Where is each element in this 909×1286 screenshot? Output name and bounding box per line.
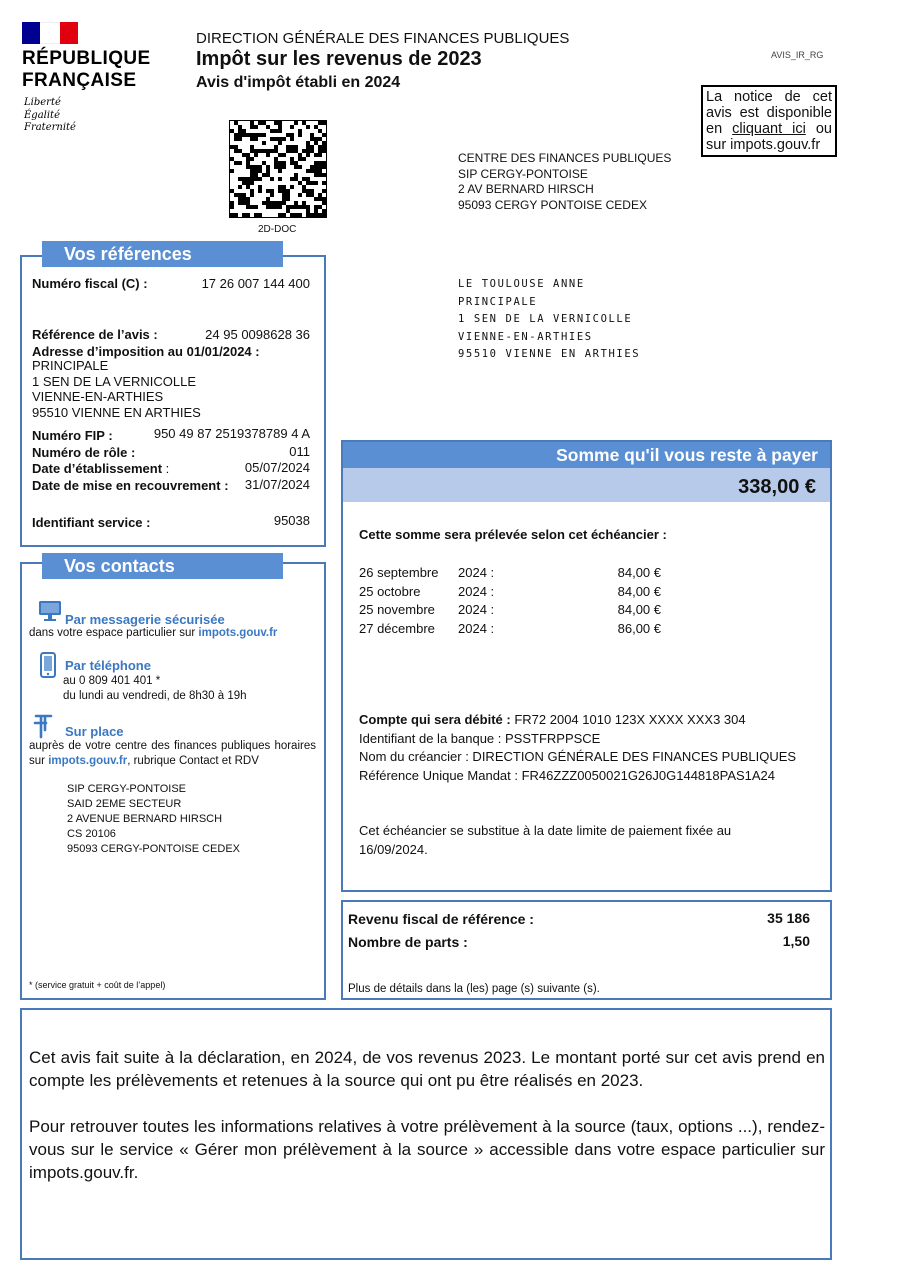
info-paragraph-1: Cet avis fait suite à la déclaration, en 2024, de vos revenus 2023. Le montant porté sur cet avis prend en compte les prélèvements et retenues à la source qui ont pu être réalisés en 2023. — [29, 1048, 825, 1090]
notice-link[interactable]: cliquant ici — [732, 121, 806, 137]
computer-icon — [38, 600, 62, 622]
ref-avis: 24 95 0098628 36 — [205, 327, 310, 342]
telephone-hours: du lundi au vendredi, de 8h30 à 19h — [63, 690, 247, 702]
role-label: Numéro de rôle : — [32, 445, 136, 460]
adresse-label: Adresse d’imposition au 01/01/2024 : — [32, 344, 260, 359]
service-id: 95038 — [273, 513, 310, 528]
office-address: SIP CERGY-PONTOISE SAID 2EME SECTEUR 2 AVENUE BERNARD HIRSCH CS 20106 95093 CERGY-PONTOISE CEDEX — [67, 783, 241, 855]
numero-fiscal: 17 26 007 144 400 — [201, 276, 310, 291]
2d-doc-qr-code — [229, 120, 327, 218]
page-subtitle: Avis d'impôt établi en 2024 — [196, 74, 401, 91]
qr-label: 2D-DOC — [258, 224, 297, 235]
etab-date: 05/07/2024 — [244, 460, 310, 475]
fip-number: 950 49 87 2519378789 4 A — [153, 426, 310, 441]
recipient-address: LE TOULOUSE ANNE PRINCIPALE 1 SEN DE LA VERNICOLLE VIENNE-EN-ARTHIES 95510 VIENNE EN ARTHIES — [458, 278, 641, 360]
contacts-title: Vos contacts — [42, 553, 283, 579]
phone-icon — [40, 652, 56, 678]
messagerie-text: dans votre espace particulier sur impots.gouv.fr — [29, 627, 278, 639]
payment-title: Somme qu'il vous reste à payer — [343, 442, 830, 468]
schedule-row: 25 novembre 2024 : 84,00 € — [359, 602, 661, 617]
sur-place-heading: Sur place — [65, 724, 124, 739]
schedule-intro: Cette somme sera prélevée selon cet échéancier : — [359, 527, 667, 542]
parts-label: Nombre de parts : — [348, 934, 468, 950]
schedule-note: Cet échéancier se substitue à la date limite de paiement fixée au 16/09/2024. — [359, 823, 732, 857]
mandate-reference: Référence Unique Mandat : FR46ZZZ0050021G26J0G144818PAS1A24 — [359, 767, 776, 783]
schedule-list — [359, 565, 669, 639]
details-note: Plus de détails dans la (les) page (s) suivante (s). — [348, 983, 600, 995]
creditor-name: Nom du créancier : DIRECTION GÉNÉRALE DES FINANCES PUBLIQUES — [359, 749, 797, 764]
fip-label: Numéro FIP : — [32, 428, 113, 443]
recouv-label: Date de mise en recouvrement : — [32, 478, 229, 493]
ref-avis-label: Référence de l’avis : — [32, 327, 158, 342]
service-label: Identifiant service : — [32, 515, 151, 530]
schedule-row: 25 octobre 2024 : 84,00 € — [359, 583, 661, 599]
call-footnote: * (service gratuit + coût de l’appel) — [29, 980, 166, 990]
info-paragraph-2: Pour retrouver toutes les informations relatives à votre prélèvement à la source (taux, options ...), rendez-vous sur le service « Gérer mon prélèvement à la source » accessible dans votre espace particulier sur impots.gouv.fr. — [29, 1117, 825, 1182]
notice-box: La notice de cet avis est disponible en cliquant ici ou sur impots.gouv.fr — [701, 85, 837, 157]
page-title: Impôt sur les revenus de 2023 — [196, 48, 482, 70]
telephone-number: au 0 809 401 401 * — [63, 675, 161, 687]
debit-account-block — [359, 711, 796, 785]
payment-amount: 338,00 € — [343, 468, 830, 502]
adresse-imposition: PRINCIPALE 1 SEN DE LA VERNICOLLE VIENNE-EN-ARTHIES 95510 VIENNE EN ARTHIES — [32, 358, 201, 420]
bank-id: Identifiant de la banque : PSSTFRPPSCE — [359, 730, 601, 746]
rfr-label: Revenu fiscal de référence : — [348, 911, 534, 927]
etab-label: Date d’établissement : — [32, 461, 170, 476]
recouv-date: 31/07/2024 — [244, 477, 310, 492]
references-title: Vos références — [42, 241, 283, 267]
french-flag-logo — [22, 22, 78, 44]
messagerie-link[interactable]: impots.gouv.fr — [198, 627, 278, 639]
debit-account: Compte qui sera débité : FR72 2004 1010 123X XXXX XXX3 304 — [359, 712, 746, 727]
schedule-row: 26 septembre 2024 : 84,00 € — [359, 565, 661, 580]
direction-name: DIRECTION GÉNÉRALE DES FINANCES PUBLIQUES — [196, 30, 570, 47]
document-code: AVIS_IR_RG — [771, 50, 824, 60]
sur-place-text: auprès de votre centre des finances publiques horaires sur impots.gouv.fr, rubrique Contact et RDV — [29, 740, 316, 767]
messagerie-heading: Par messagerie sécurisée — [65, 612, 225, 627]
role-number: 011 — [289, 444, 310, 459]
public-finance-icon — [32, 713, 54, 739]
sur-place-link[interactable]: impots.gouv.fr — [48, 754, 128, 767]
rfr-value: 35 186 — [767, 910, 810, 926]
telephone-heading: Par téléphone — [65, 658, 151, 673]
republique-francaise-logo: RÉPUBLIQUE FRANÇAISE — [22, 48, 151, 91]
tax-centre-address: CENTRE DES FINANCES PUBLIQUES SIP CERGY-PONTOISE 2 AV BERNARD HIRSCH 95093 CERGY PONTOISE CEDEX — [458, 151, 672, 212]
motto: Liberté Égalité Fraternité — [24, 97, 76, 133]
parts-value: 1,50 — [782, 933, 810, 949]
schedule-row: 27 décembre 2024 : 86,00 € — [359, 620, 661, 636]
numero-fiscal-label: Numéro fiscal (C) : — [32, 276, 148, 291]
